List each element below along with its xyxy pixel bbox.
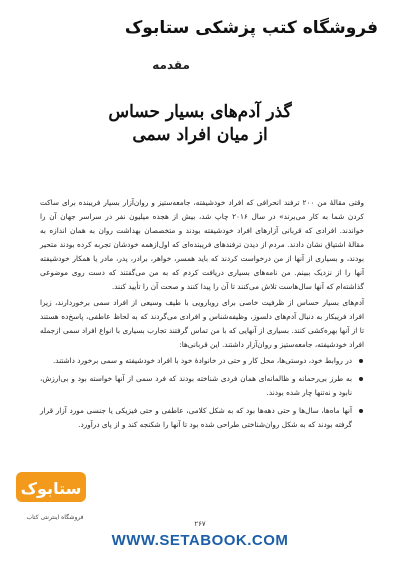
page-number: ۲۶۷ bbox=[194, 520, 206, 528]
body-text bbox=[40, 196, 364, 436]
section-heading: مقدمه bbox=[152, 58, 190, 72]
chapter-title-line-2: از میان افراد سمی bbox=[132, 125, 268, 145]
logo-tagline: فروشگاه اینترنتی کتاب bbox=[26, 514, 84, 521]
setabook-logo-icon bbox=[14, 468, 88, 512]
bullet-list bbox=[40, 354, 364, 432]
logo-wordmark: ستابوک bbox=[20, 479, 82, 498]
store-name-header: فروشگاه کتب پزشکی ستابوک bbox=[124, 18, 378, 38]
chapter-title-line-1: گذر آدم‌های بسیار حساس bbox=[108, 102, 292, 122]
bullet-item-2: به طرز بی‌رحمانه و ظالمانه‌ای همان فردی شناخته بودند که فرد سمی از آنها خواسته بود و بی‌ارزش، نابود و نه‌تنها چار شده بودند. bbox=[40, 372, 352, 400]
paragraph-2: آدم‌های بسیار حساس از ظرفیت خاصی برای رویارویی با طیف وسیعی از افراد سمی برخوردارند، زیرا افراد فریبکار به دنبال آدم‌های دلسوز، وظیفه‌شناس و افرادی می‌گردند که به لحاظ عاطفی، پاسخ‌ده هستند تا از آنها بهره‌کشی کنند. بسیاری از آنهایی که با من تماس گرفتند تجارب بسیاری با انواع افراد سمی ازجمله افراد خودشیفته، جامعه‌ستیز و روان‌آزار داشتند. این قربانی‌ها: bbox=[40, 298, 364, 349]
bullet-item-3: آنها ماه‌ها، سال‌ها و حتی دهه‌ها بود که به شکل کلامی، عاطفی و حتی فیزیکی یا جنسی مورد آزار قرار گرفته بودند که به شکل روان‌شناختی طراحی شده بود تا آنها را شکنجه کند و از پای درآورد. bbox=[40, 404, 352, 432]
website-url: WWW.SETABOOK.COM bbox=[111, 532, 289, 549]
paragraph-1: وقتی مقالهٔ من ۲۰۰ ترفند انحرافی که افراد خودشیفته، جامعه‌ستیز و روان‌آزار بسیار فریبنده برای ساکت کردن شما به کار می‌برند» در سال ۲۰۱۶ چاپ شد، بیش از هجده میلیون نفر در سراسر جهان آن را خواندند. افرادی که قربانی آزارهای افراد خودشیفته بودند و متخصصان بهداشت روان به همان اندازه به مقالهٔ اشتیاق نشان دادند. مردم از دیدن ترفندهای فریبنده‌ای که اول‌ازهمه خودشان تجربه کرده بودند متحیر بودند، و بسیاری از آنها از من درخواست کردند که باید همسر، خواهر، برادر، پدر، مادر یا همکار خودشیفته آنها را از نزدیک ببینم. من نامه‌های بسیاری دریافت کردم که به من می‌گفتند که دست روی موضوعی گذاشته‌ام که آنها سال‌هاست تلاش می‌کنند تا آن را پیدا کنند و صحت آن را تأیید کنند. bbox=[40, 198, 364, 291]
bullet-item-1: در روابط خود، دوستی‌ها، محل کار و حتی در خانوادهٔ خود با افراد خودشیفته و سمی برخورد داشتند. bbox=[40, 354, 352, 368]
